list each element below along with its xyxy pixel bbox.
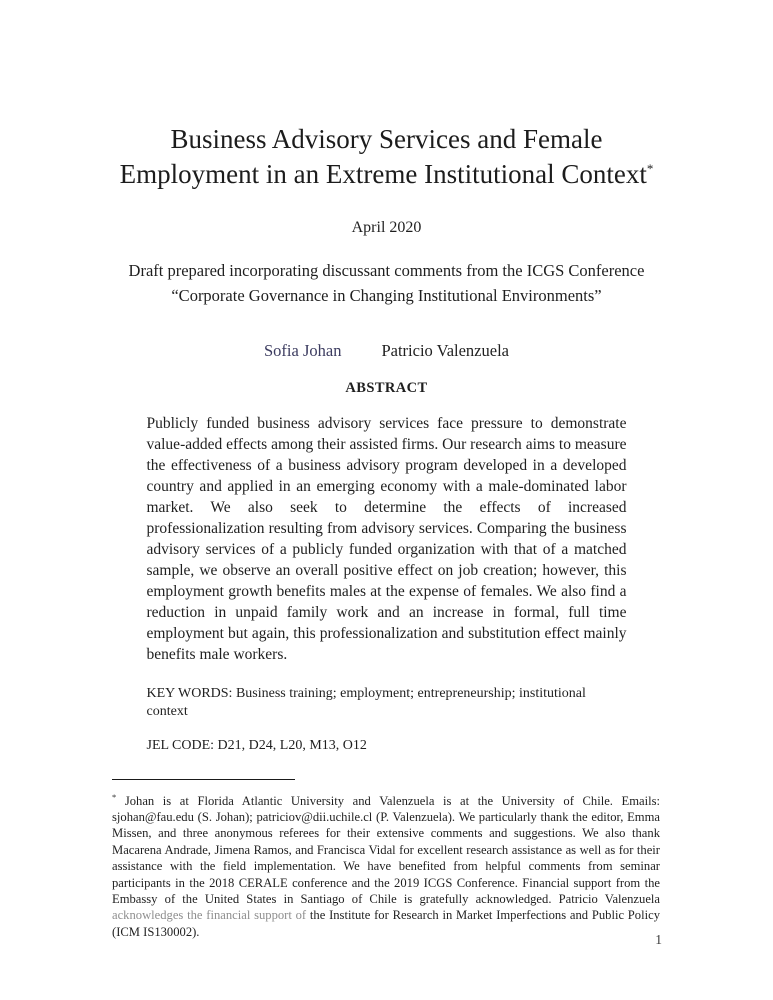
paper-title [114,122,659,192]
author-patricio-valenzuela: Patricio Valenzuela [381,341,509,360]
footnote-text [112,793,660,941]
keywords-label: KEY WORDS: [146,686,233,701]
paper-title-text: Business Advisory Services and Female Employment in an Extreme Institutional Context [119,124,647,189]
footnote-part2: the Institute for Research in Market Imperfections and Public Policy (ICM IS130002). [112,908,660,939]
title-footnote-marker: * [646,161,654,176]
abstract-heading: ABSTRACT [345,380,428,396]
jel-value: D21, D24, L20, M13, O12 [214,738,367,753]
keywords-line [147,685,627,721]
page-number: 1 [655,932,662,947]
keywords-value: Business training; employment; entrepreneurship; institutional context [146,686,586,719]
footnote-separator [112,779,295,780]
footnote-part1: Johan is at Florida Atlantic University and Valenzuela is at the University of Chile. Emails: sjohan@fau.edu (S. Johan); patriciov@dii.uchile.cl (P. Valenzuela). We particularly thank the editor, Emma Missen, and three anonymous referees for their extensive comments and suggestions. We also thank Macarena Andrade, Jimena Ramos, and Francisca Vidal for excellent research assistance as well as for their assistance with the field implementation. We have benefited from helpful comments from seminar participants in the 2018 CERALE conference and the 2019 ICGS Conference. Financial support from the Embassy of the United States in Santiago of Chile is gratefully acknowledged. Patricio Valenzuela [112,793,660,907]
author-sofia-johan: Sofia Johan [264,341,342,360]
draft-note: Draft prepared incorporating discussant comments from the ICGS Conference “Corporate Governance in Changing Institutional Environments” [128,261,645,305]
jel-label: JEL CODE: [146,738,215,753]
author-list [0,340,773,362]
paper-date: April 2020 [351,219,422,236]
jel-line [147,737,627,755]
footnote-highlighted-segment: acknowledges the financial support of [112,908,307,923]
abstract-text: Publicly funded business advisory services face pressure to demonstrate value-added effects among their assisted firms. Our research aims to measure the effectiveness of a business advisory program developed in a developed country and applied in an emerging economy with a male-dominated labor market. We also seek to determine the effects of increased professionalization resulting from advisory services. Comparing the business advisory services of a publicly funded organization with that of a matched sample, we observe an overall positive effect on job creation; however, this employment growth benefits males at the expense of females. We also find a reduction in unpaid family work and an increase in formal, full time employment but again, this professionalization and substitution effect mainly benefits male workers. [146,415,627,663]
footnote-marker: * [112,791,117,802]
footnote-block [112,779,660,953]
